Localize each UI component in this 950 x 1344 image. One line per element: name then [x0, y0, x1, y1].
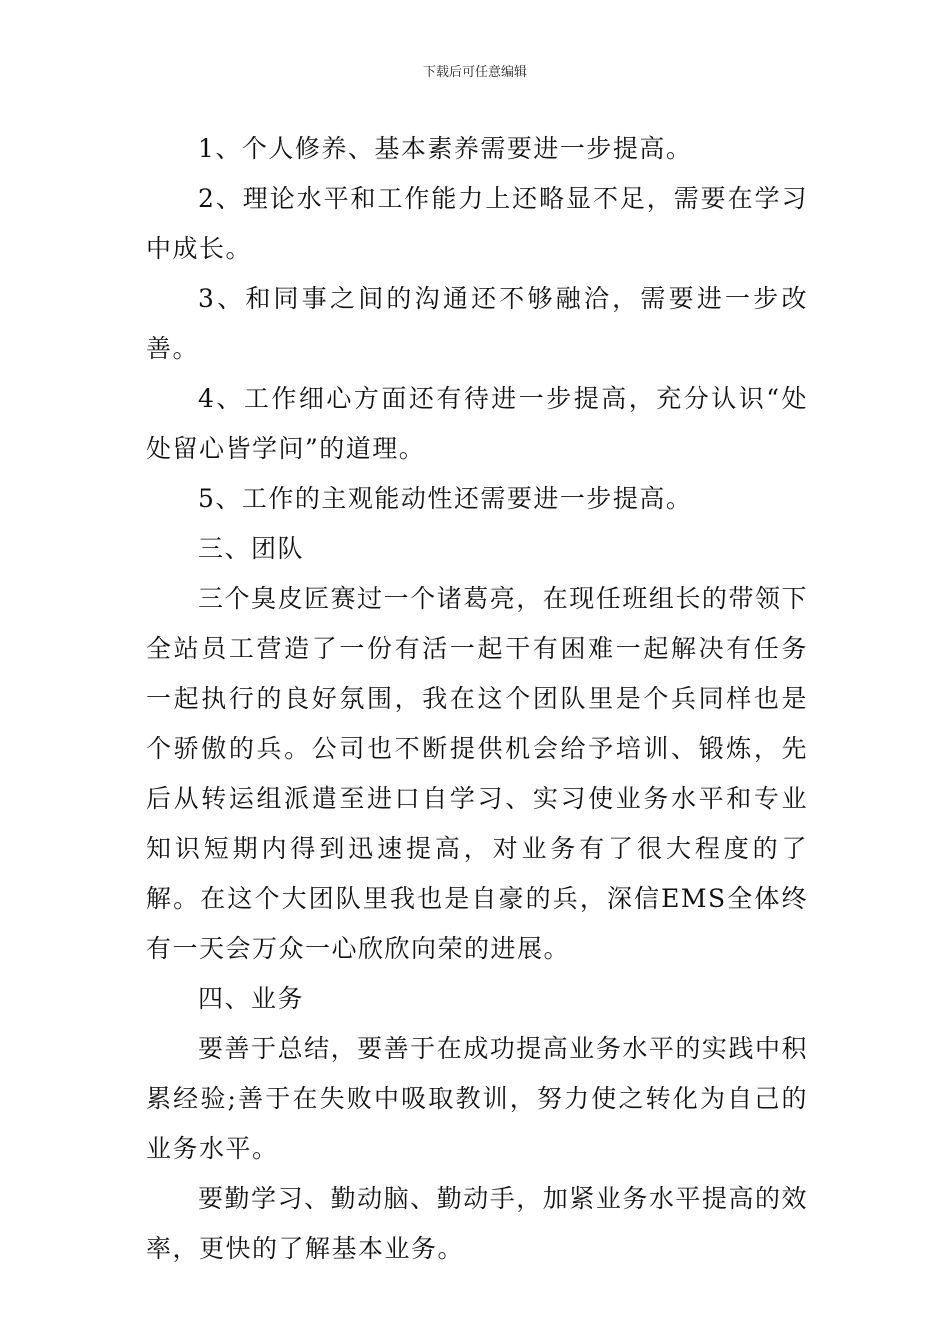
business-paragraph-2: 要勤学习、勤动脑、勤动手，加紧业务水平提高的效率，更快的了解基本业务。 [146, 1184, 808, 1263]
section-heading-business: 四、业务 [198, 984, 305, 1013]
section-heading-team: 三、团队 [198, 534, 305, 563]
paragraph-item-3: 3、和同事之间的沟通还不够融洽，需要进一步改善。 [146, 284, 808, 363]
download-note: 下载后可任意编辑 [422, 65, 527, 80]
paragraph-item-5: 5、工作的主观能动性还需要进一步提高。 [198, 484, 693, 513]
business-paragraph-1: 要善于总结，要善于在成功提高业务水平的实践中积累经验;善于在失败中吸取教训，努力使之转化为自己的业务水平。 [146, 1034, 808, 1163]
document-body [146, 124, 808, 1274]
paragraph-item-1: 1、个人修养、基本素养需要进一步提高。 [198, 134, 693, 163]
paragraph-item-2: 2、理论水平和工作能力上还略显不足，需要在学习中成长。 [146, 184, 808, 263]
team-paragraph: 三个臭皮匠赛过一个诸葛亮，在现任班组长的带领下全站员工营造了一份有活一起干有困难一起解决有任务一起执行的良好氛围，我在这个团队里是个兵同样也是个骄傲的兵。公司也不断提供机会给予培训、锻炼，先后从转运组派遣至进口自学习、实习使业务水平和专业知识短期内得到迅速提高，对业务有了很大程度的了解。在这个大团队里我也是自豪的兵，深信EMS全体终有一天会万众一心欣欣向荣的进展。 [146, 584, 808, 963]
paragraph-item-4: 4、工作细心方面还有待进一步提高，充分认识“处处留心皆学问”的道理。 [146, 384, 808, 463]
